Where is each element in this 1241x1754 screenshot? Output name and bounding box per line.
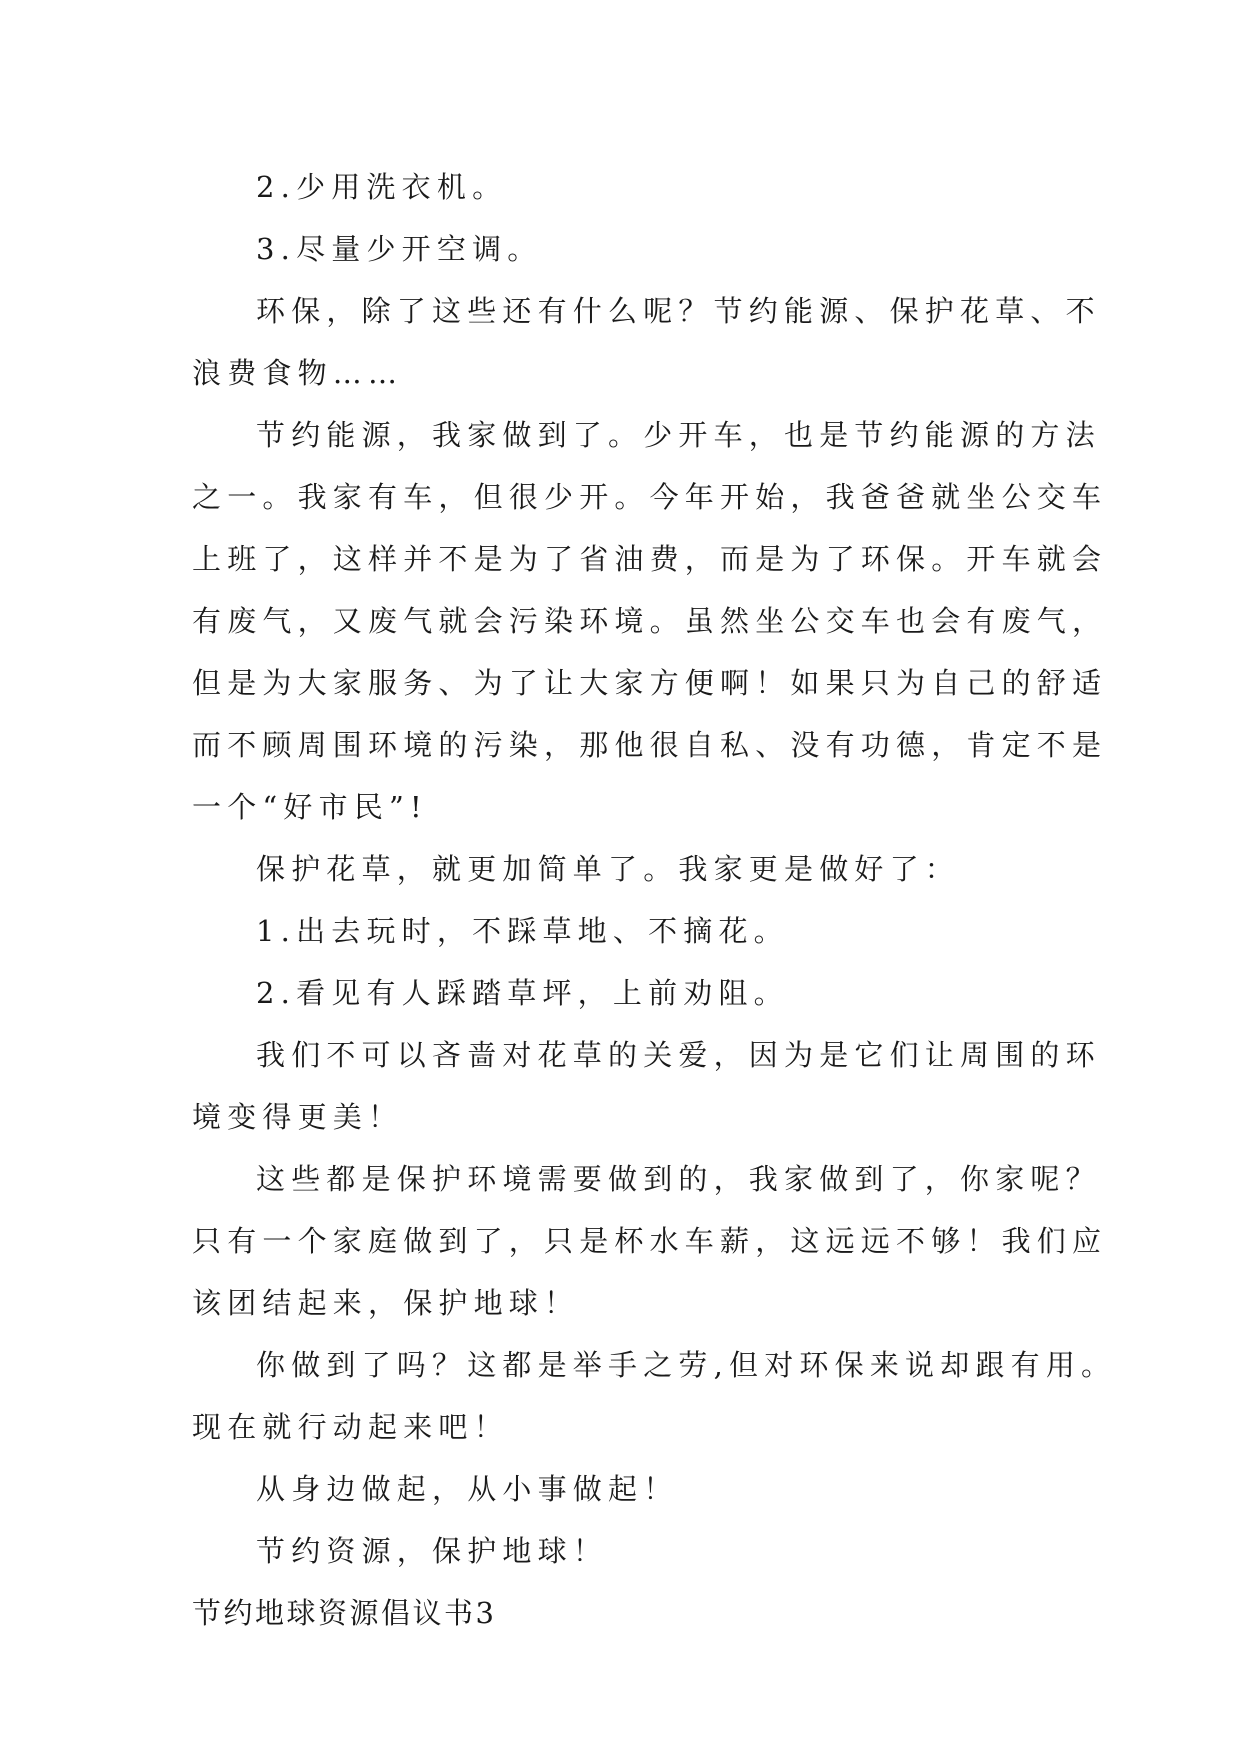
paragraph-line: 我们不可以吝啬对花草的关爱，因为是它们让周围的环 — [256, 1038, 1101, 1072]
paragraph-line: 你做到了吗？这都是举手之劳,但对环保来说却跟有用。 — [256, 1348, 1117, 1382]
list-item: 3.尽量少开空调。 — [256, 232, 543, 266]
paragraph-line: 环保，除了这些还有什么呢？节约能源、保护花草、不 — [256, 294, 1101, 328]
paragraph-line: 节约资源，保护地球！ — [256, 1534, 609, 1568]
paragraph-line: 浪费食物…… — [192, 356, 404, 390]
paragraph-line: 但是为大家服务、为了让大家方便啊！如果只为自己的舒适 — [192, 666, 1108, 700]
list-item: 1.出去玩时，不踩草地、不摘花。 — [256, 914, 789, 948]
paragraph-line: 一个“好市民”! — [192, 790, 428, 824]
paragraph-line: 节约能源，我家做到了。少开车，也是节约能源的方法 — [256, 418, 1101, 452]
paragraph-line: 只有一个家庭做到了，只是杯水车薪，这远远不够！我们应 — [192, 1224, 1108, 1258]
paragraph-line: 从身边做起，从小事做起！ — [256, 1472, 679, 1506]
paragraph-line: 现在就行动起来吧！ — [192, 1410, 509, 1444]
paragraph-line: 这些都是保护环境需要做到的，我家做到了，你家呢？ — [256, 1162, 1101, 1196]
paragraph-line: 保护花草，就更加简单了。我家更是做好了： — [256, 852, 961, 886]
paragraph-line: 之一。我家有车，但很少开。今年开始，我爸爸就坐公交车 — [192, 480, 1108, 514]
paragraph-line: 该团结起来，保护地球！ — [192, 1286, 580, 1320]
paragraph-line: 境变得更美！ — [192, 1100, 404, 1134]
section-heading: 节约地球资源倡议书3 — [192, 1596, 497, 1630]
paragraph-line: 有废气，又废气就会污染环境。虽然坐公交车也会有废气， — [192, 604, 1108, 638]
paragraph-line: 上班了，这样并不是为了省油费，而是为了环保。开车就会 — [192, 542, 1108, 576]
list-item: 2.少用洗衣机。 — [256, 170, 508, 204]
list-item: 2.看见有人踩踏草坪，上前劝阻。 — [256, 976, 789, 1010]
paragraph-line: 而不顾周围环境的污染，那他很自私、没有功德，肯定不是 — [192, 728, 1108, 762]
